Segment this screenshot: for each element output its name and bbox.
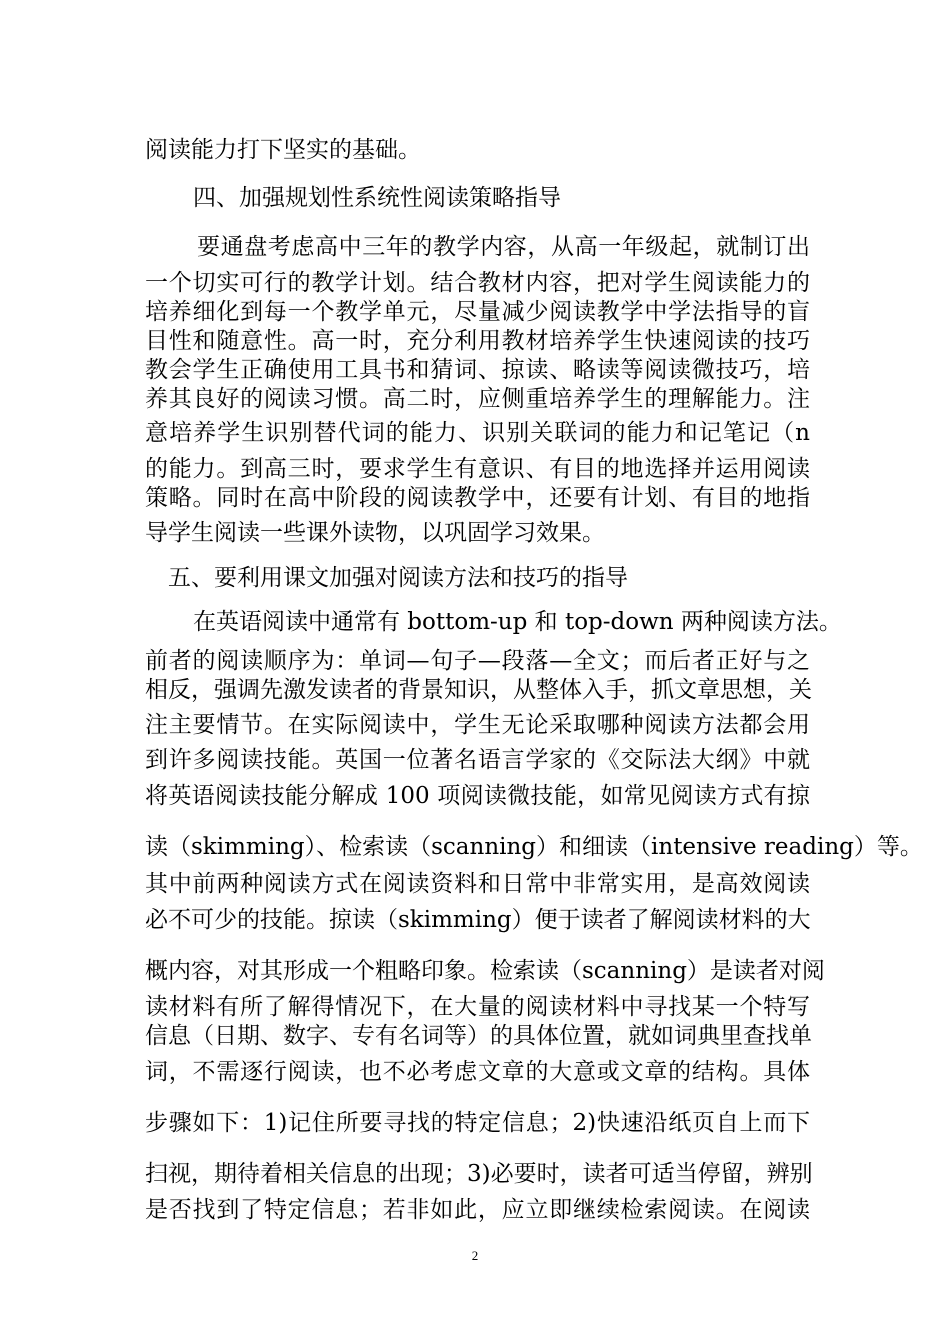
text-line: 注主要情节。在实际阅读中，学生无论采取哪种阅读方法都会用 — [145, 712, 810, 738]
text-line: 将英语阅读技能分解成 100 项阅读微技能，如常见阅读方式有掠 — [145, 783, 810, 809]
text-line: 必不可少的技能。掠读（skimming）便于读者了解阅读材料的大 — [145, 907, 811, 933]
text-line: 读（skimming）、检索读（scanning）和细读（intensive reading）等。 — [145, 834, 923, 860]
text-line: 教会学生正确使用工具书和猜词、掠读、略读等阅读微技巧，培 — [145, 357, 810, 383]
text-line: 培养细化到每一个教学单元，尽量减少阅读教学中学法指导的盲 — [145, 299, 810, 325]
text-line: 步骤如下：1)记住所要寻找的特定信息；2)快速沿纸页自上而下 — [145, 1110, 810, 1136]
text-line: 读材料有所了解得情况下，在大量的阅读材料中寻找某一个特写 — [145, 994, 810, 1020]
section-heading: 四、加强规划性系统性阅读策略指导 — [193, 185, 561, 211]
section-heading: 五、要利用课文加强对阅读方法和技巧的指导 — [168, 565, 628, 591]
text-line: 目性和随意性。高一时，充分利用教材培养学生快速阅读的技巧 — [145, 328, 810, 354]
text-line: 阅读能力打下坚实的基础。 — [145, 137, 421, 163]
text-line: 信息（日期、数字、专有名词等）的具体位置，就如词典里查找单 — [145, 1023, 812, 1049]
text-line: 要通盘考虑高中三年的教学内容，从高一年级起，就制订出 — [197, 234, 810, 260]
text-line: 在英语阅读中通常有 bottom-up 和 top-down 两种阅读方法。 — [193, 609, 842, 635]
text-line: 到许多阅读技能。英国一位著名语言学家的《交际法大纲》中就 — [145, 747, 810, 773]
text-line: 前者的阅读顺序为：单词—句子—段落—全文；而后者正好与之 — [145, 648, 810, 674]
text-line: 的能力。到高三时，要求学生有意识、有目的地选择并运用阅读 — [145, 456, 810, 482]
text-line: 其中前两种阅读方式在阅读资料和日常中非常实用，是高效阅读 — [145, 871, 810, 897]
text-line: 意培养学生识别替代词的能力、识别关联词的能力和记笔记（n — [145, 420, 810, 446]
text-line: 概内容，对其形成一个粗略印象。检索读（scanning）是读者对阅 — [145, 958, 825, 984]
text-line: 是否找到了特定信息；若非如此，应立即继续检索阅读。在阅读 — [145, 1197, 810, 1223]
text-line: 导学生阅读一些课外读物，以巩固学习效果。 — [145, 520, 605, 546]
text-line: 相反，强调先激发读者的背景知识，从整体入手，抓文章思想，关 — [145, 677, 812, 703]
text-line: 养其良好的阅读习惯。高二时，应侧重培养学生的理解能力。注 — [145, 386, 810, 412]
text-line: 扫视，期待着相关信息的出现；3)必要时，读者可适当停留，辨别 — [145, 1161, 813, 1187]
page-number: 2 — [471, 1248, 479, 1263]
text-line: 一个切实可行的教学计划。结合教材内容，把对学生阅读能力的 — [145, 270, 810, 296]
text-line: 词，不需逐行阅读，也不必考虑文章的大意或文章的结构。具体 — [145, 1059, 810, 1085]
text-line: 策略。同时在高中阶段的阅读教学中，还要有计划、有目的地指 — [145, 485, 810, 511]
